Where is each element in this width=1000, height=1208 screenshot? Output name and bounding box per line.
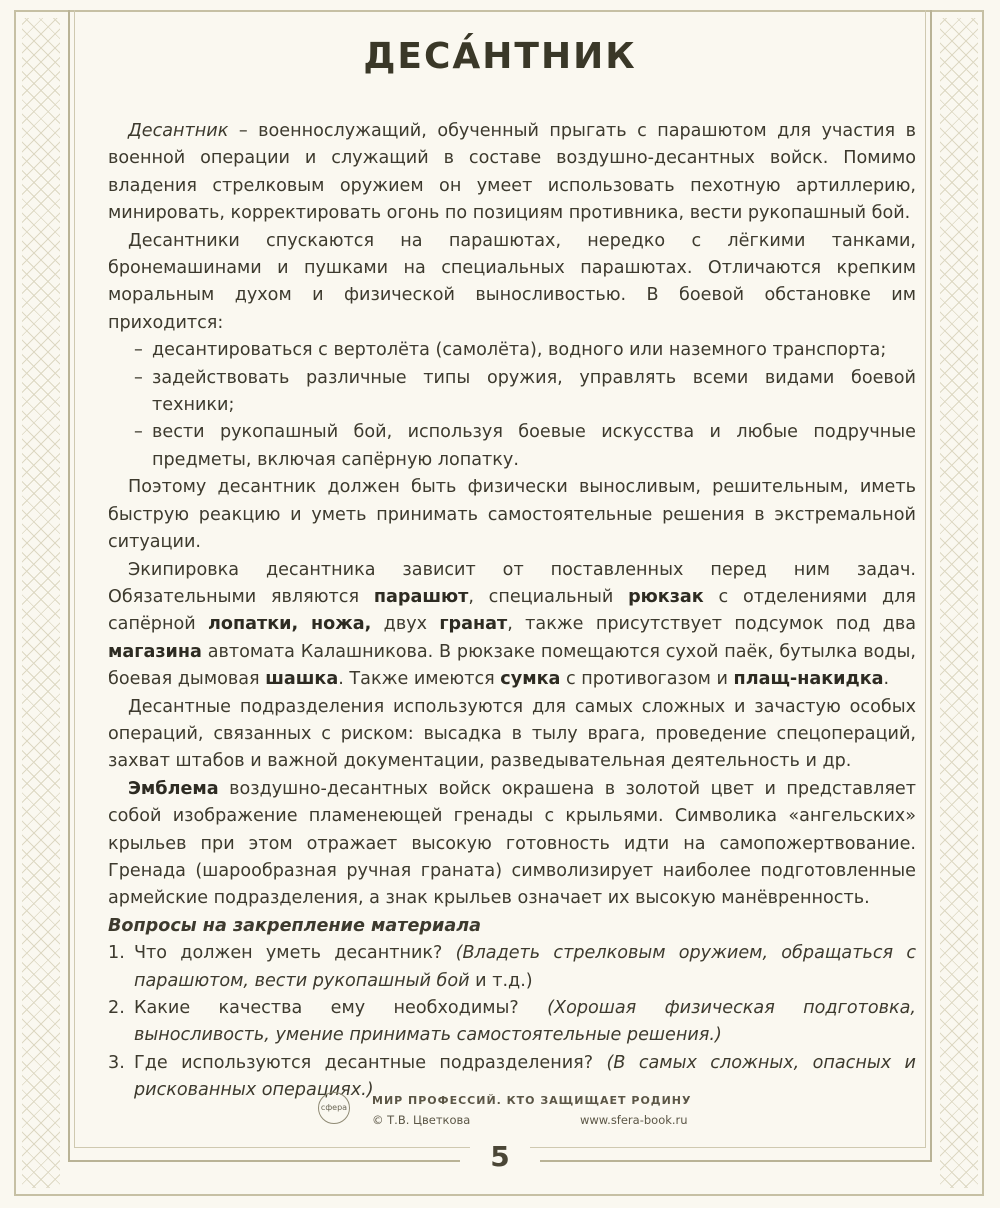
text: , также присутствует подсумок под два — [507, 614, 916, 635]
paragraph-emblem — [108, 776, 916, 913]
question-text: Что должен уметь десантник? — [134, 943, 456, 964]
question-number: 2. — [108, 998, 125, 1018]
duties-list — [108, 337, 916, 474]
publisher-url: www.sfera-book.ru — [580, 1113, 688, 1127]
article-body — [108, 118, 916, 1105]
bold-term: магазина — [108, 641, 202, 662]
paragraph-duties: Десантники спускаются на парашютах, нередко с лёгкими танками, бронемашинами и пушками на специальных парашютах. Отличаются крепким моральным духом и физической выносливостью. В боевой обстановке им приходится: — [108, 230, 916, 333]
decorative-border-right — [940, 18, 978, 1188]
paragraph-operations: Десантные подразделения используются для самых сложных и зачастую особых операций, связанных с риском: высадка в тылу врага, проведение спецопераций, захват штабов и важной документации, разведывательная деятельность и др. — [108, 696, 916, 772]
text: , специальный — [468, 586, 629, 607]
paragraph-definition — [108, 118, 916, 228]
list-dash: – — [134, 340, 143, 361]
answer-text: (Хорошая физическая подготовка, выносливость, умение принимать самостоятельные решения.) — [134, 998, 916, 1046]
bold-term: парашют — [373, 586, 469, 607]
text: с отделениями для сапёрной — [108, 586, 916, 635]
bold-term: плащ-накидка — [733, 669, 884, 690]
questions-heading: Вопросы на закрепление материала — [108, 915, 481, 936]
bottom-rule-right — [540, 1160, 932, 1162]
answer-text: (В самых сложных, опасных и рискованных операциях.) — [134, 1052, 916, 1101]
series-title: МИР ПРОФЕССИЙ. КТО ЗАЩИЩАЕТ РОДИНУ — [372, 1094, 692, 1107]
list-dash: – — [134, 367, 143, 388]
paragraph-text: воздушно-десантных войск окрашена в золотой цвет и представляет собой изображение пламенеющей гренады с крыльями. Символика «ангельских» крыльев при этом отражает высокую готовность идти на самопожертвование. Гренада (шарообразная ручная граната) символизирует наиболее подготовленные армейские подразделения, а знак крыльев означает их высокую манёвренность. — [108, 778, 916, 909]
question-number: 3. — [108, 1052, 125, 1073]
page-number: 5 — [470, 1140, 530, 1184]
bold-term: шашка — [265, 669, 339, 690]
bold-term: гранат — [439, 614, 508, 635]
list-item — [108, 337, 916, 364]
bottom-rule-left — [68, 1160, 460, 1162]
list-item-text: задействовать различные типы оружия, управлять всеми видами боевой техники; — [152, 367, 916, 416]
text: двух — [371, 614, 440, 635]
answer-text: (Владеть стрелковым оружием, обращаться с парашютом, вести рукопашный бой — [134, 943, 916, 991]
question-number: 1. — [108, 943, 125, 964]
list-item — [108, 419, 916, 474]
bold-term: лопатки, ножа, — [208, 614, 372, 635]
paragraph-text: – военнослужащий, обученный прыгать с парашютом для участия в военной операции и служащий в составе воздушно-десантных войск. Помимо владения стрелковым оружием он умеет использовать пехотную артиллерию, минировать, корректировать огонь по позициям противника, вести рукопашный бой. — [108, 121, 916, 224]
text: . — [883, 669, 890, 690]
text: автомата Калашникова. В рюкзаке помещаются сухой паёк, бутылка воды, боевая дымовая — [108, 641, 916, 690]
question-text: Где используются десантные подразделения? — [134, 1052, 607, 1073]
questions-list — [108, 940, 916, 1104]
publisher-logo-icon: сфера — [318, 1092, 350, 1124]
question-item — [108, 940, 916, 995]
bold-term: рюкзак — [628, 586, 704, 607]
answer-tail: и т.д.) — [469, 970, 533, 991]
copyright-author: © Т.В. Цветкова — [372, 1113, 471, 1127]
list-item — [108, 365, 916, 420]
paragraph-qualities: Поэтому десантник должен быть физически выносливым, решительным, иметь быструю реакцию и уметь принимать самостоятельные решения в экстремальной ситуации. — [108, 477, 916, 553]
bold-term: Эмблема — [128, 778, 219, 799]
list-item-text: вести рукопашный бой, используя боевые искусства и любые подручные предметы, включая сапёрную лопатку. — [152, 422, 916, 470]
question-item — [108, 995, 916, 1050]
text: с противогазом и — [560, 669, 734, 690]
list-item-text: десантироваться с вертолёта (самолёта), водного или наземного транспорта; — [152, 340, 887, 361]
page-footer — [318, 1088, 718, 1132]
term-italic: Десантник — [128, 121, 229, 141]
page-title: ДЕСА́НТНИК — [363, 36, 637, 77]
list-dash: – — [134, 422, 143, 443]
text: Экипировка десантника зависит от поставленных перед ним задач. Обязательными являются — [108, 559, 916, 607]
paragraph-equipment — [108, 557, 916, 694]
question-text: Какие качества ему необходимы? — [134, 998, 548, 1018]
decorative-border-left — [22, 18, 60, 1188]
bold-term: сумка — [500, 669, 561, 690]
text: . Также имеются — [338, 669, 501, 690]
